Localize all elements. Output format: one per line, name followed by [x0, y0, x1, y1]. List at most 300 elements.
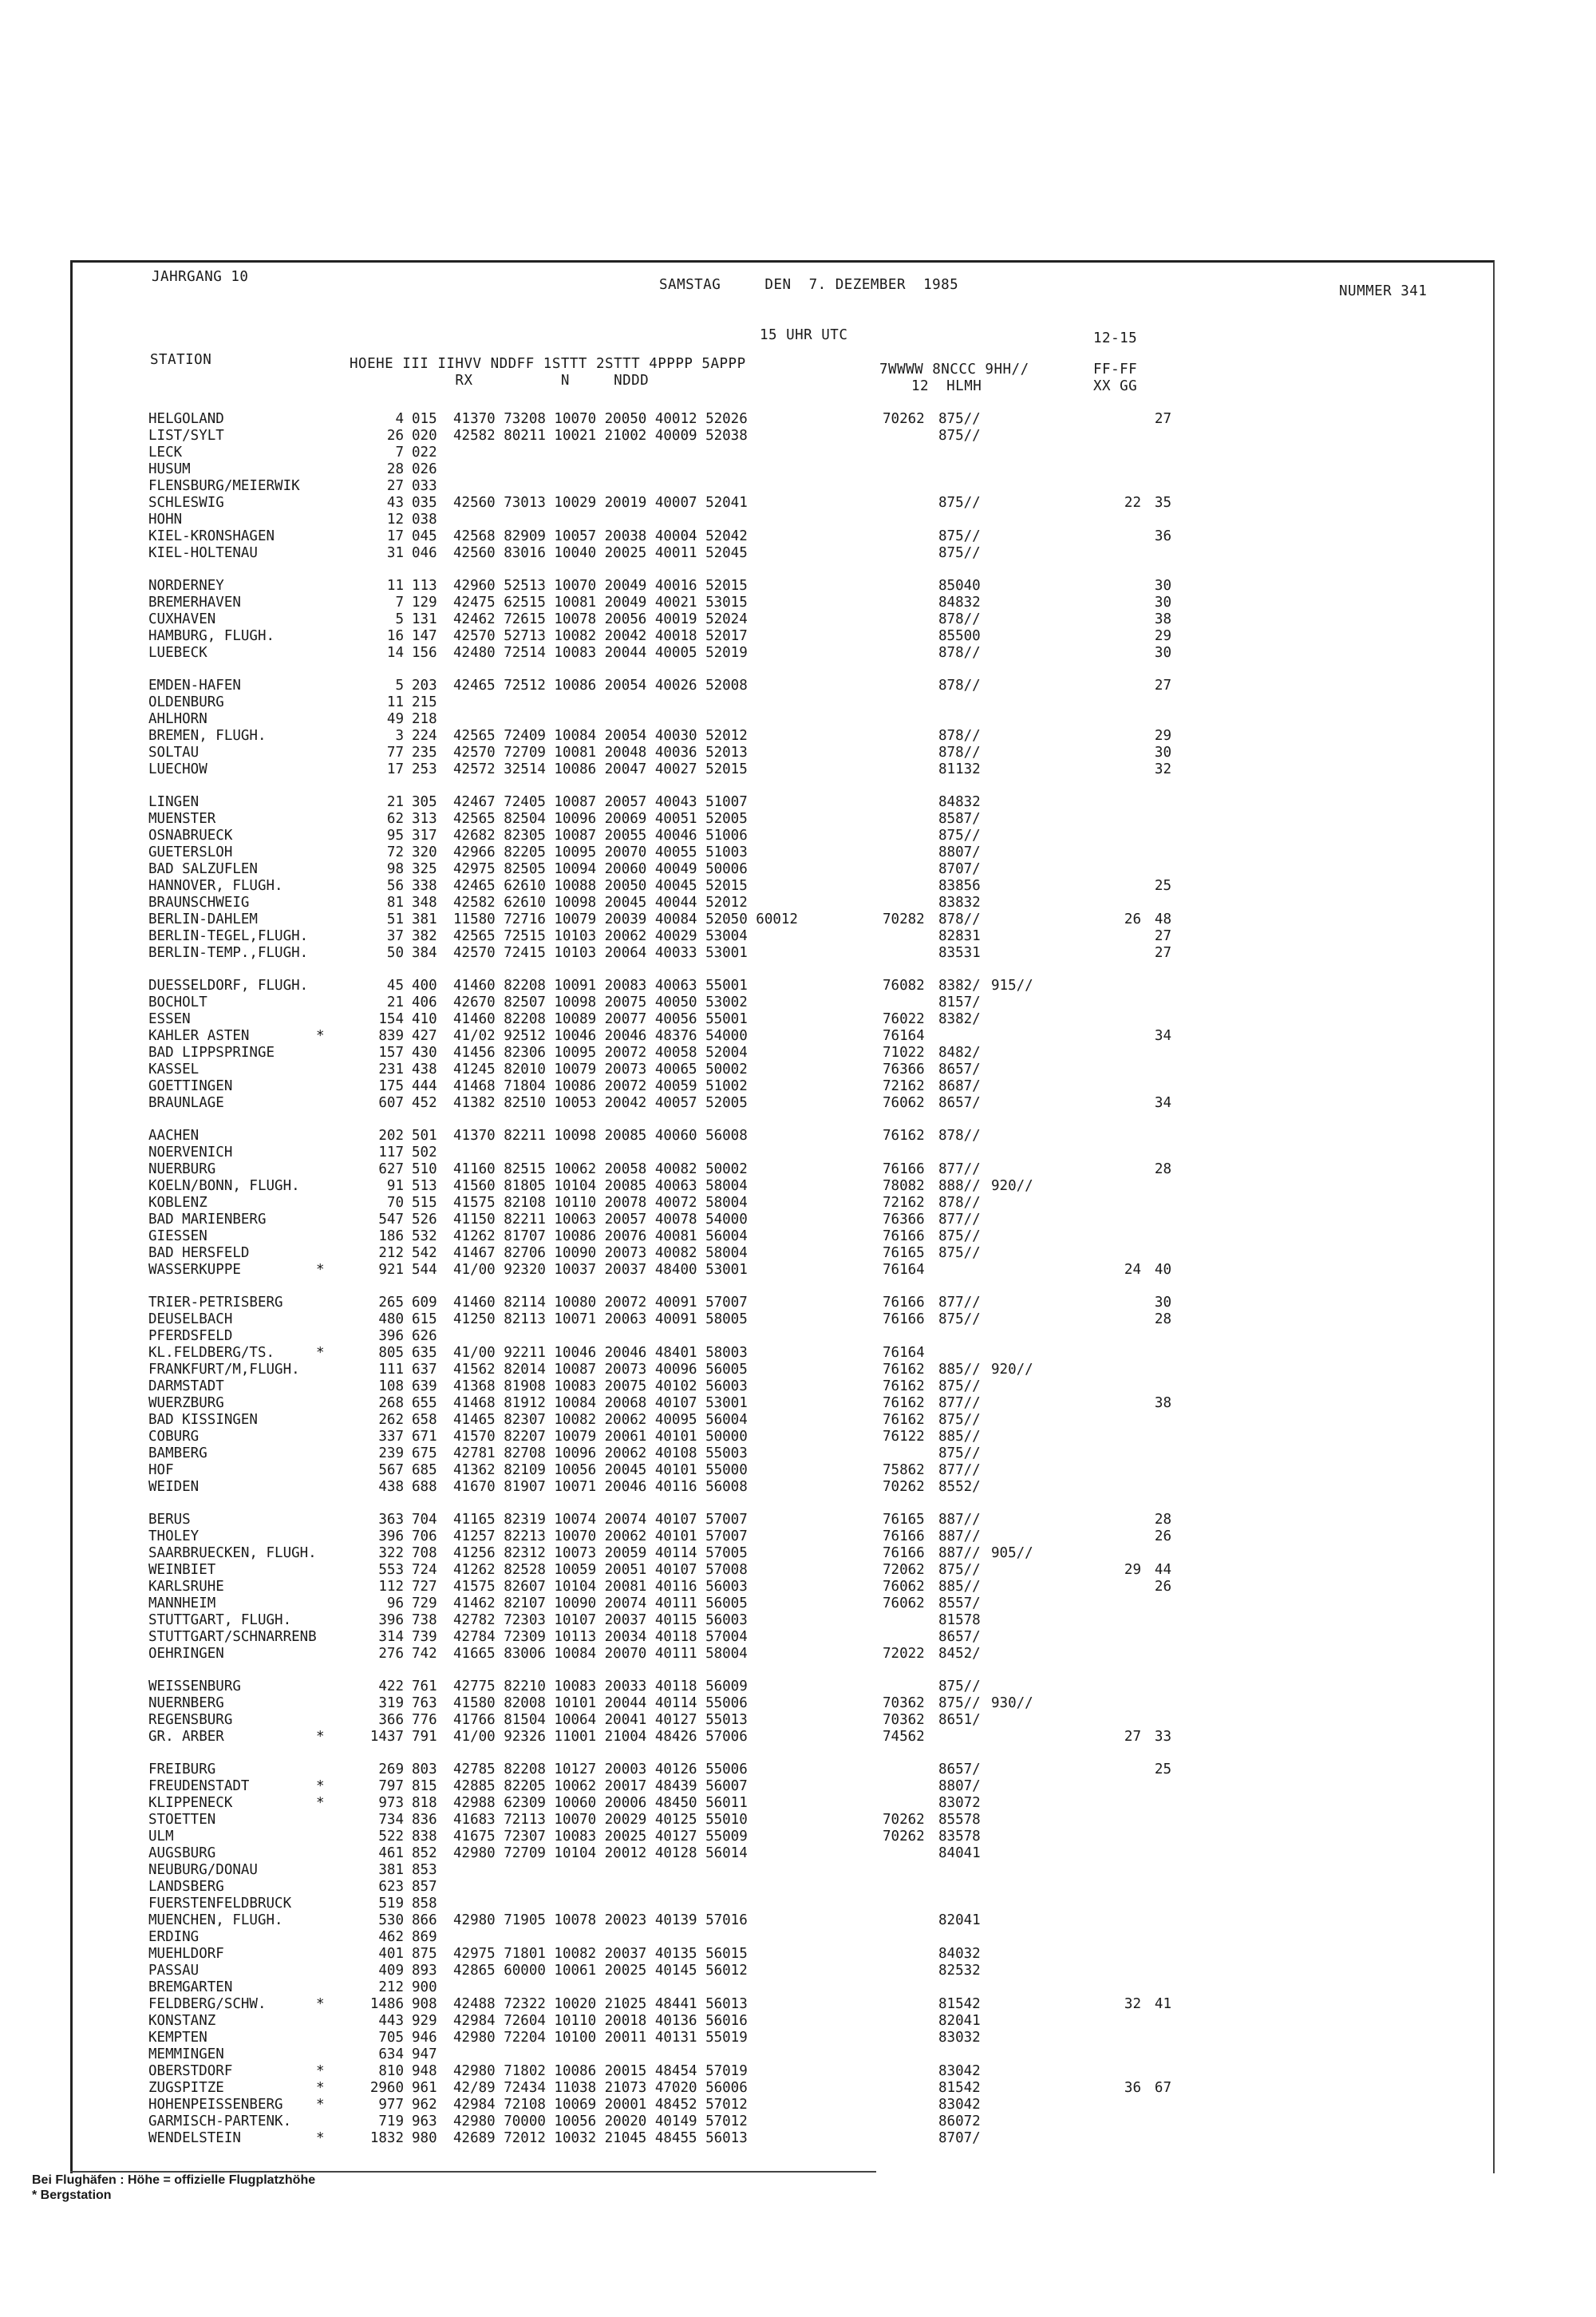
table-row [0, 1862, 1197, 1879]
cloud-group: 8807/ [938, 844, 981, 860]
station-id: 708 [412, 1545, 437, 1561]
table-row [0, 1011, 1197, 1028]
station-id: 203 [412, 678, 437, 694]
station-height: 50 [386, 945, 404, 961]
mountain-marker: * [316, 1778, 325, 1794]
cloud-group: 887// [938, 1512, 981, 1528]
station-id: 947 [412, 2046, 437, 2062]
station-name: BERLIN-DAHLEM [148, 911, 258, 927]
weather-group: 76166 [883, 1228, 925, 1244]
station-id: 962 [412, 2097, 437, 2113]
gust-max: 26 [1154, 1579, 1171, 1595]
table-row [0, 1845, 1197, 1862]
table-row [0, 1512, 1197, 1528]
weather-group: 76166 [883, 1161, 925, 1177]
synop-groups: 42988 62309 10060 20006 48450 56011 [453, 1795, 748, 1811]
station-name: LECK [148, 445, 183, 461]
station-height: 21 [386, 994, 404, 1010]
table-row [0, 1729, 1197, 1746]
station-name: WEIDEN [148, 1479, 200, 1495]
station-id: 724 [412, 1562, 437, 1578]
station-height: 72 [386, 844, 404, 860]
station-name: GIESSEN [148, 1228, 207, 1244]
synop-groups: 42960 52513 10070 20049 40016 52015 [453, 578, 748, 594]
station-name: KASSEL [148, 1062, 200, 1077]
station-height: 28 [386, 461, 404, 477]
station-height: 212 [378, 1979, 404, 1995]
station-name: BAD MARIENBERG [148, 1212, 267, 1228]
station-id: 637 [412, 1362, 437, 1378]
station-height: 443 [378, 2013, 404, 2029]
gust-max: 27 [1154, 411, 1171, 427]
station-id: 836 [412, 1812, 437, 1828]
table-row [0, 1128, 1197, 1145]
station-height: 4 [395, 411, 404, 427]
table-row [0, 1812, 1197, 1829]
table-row [0, 1929, 1197, 1946]
station-name: KARLSRUHE [148, 1579, 224, 1595]
synop-groups: 41368 81908 10083 20075 40102 56003 [453, 1378, 748, 1394]
station-height: 462 [378, 1929, 404, 1945]
synop-groups: 41256 82312 10073 20059 40114 57005 [453, 1545, 748, 1561]
station-name: FRANKFURT/M,FLUGH. [148, 1362, 300, 1378]
station-name: TRIER-PETRISBERG [148, 1295, 283, 1311]
code-columns-header-2: RX N NDDD [350, 373, 650, 389]
station-id: 020 [412, 428, 437, 444]
table-row [0, 578, 1197, 595]
table-row [0, 528, 1197, 545]
mountain-marker: * [316, 1345, 325, 1361]
mountain-marker: * [316, 2097, 325, 2113]
station-name: AACHEN [148, 1128, 200, 1144]
station-id: 215 [412, 694, 437, 710]
station-name: THOLEY [148, 1528, 200, 1544]
cloud-height-group: 920// [991, 1362, 1033, 1378]
cloud-group: 8657/ [938, 1062, 981, 1077]
synop-groups: 41462 82107 10090 20074 40111 56005 [453, 1595, 748, 1611]
weather-group: 72162 [883, 1195, 925, 1211]
station-height: 522 [378, 1829, 404, 1845]
table-row [0, 1896, 1197, 1912]
station-id: 946 [412, 2030, 437, 2046]
station-height: 14 [386, 645, 404, 661]
cloud-group: 875// [938, 411, 981, 427]
station-height: 11 [386, 694, 404, 710]
cloud-group: 8657/ [938, 1095, 981, 1111]
station-id: 803 [412, 1761, 437, 1777]
station-id: 338 [412, 878, 437, 894]
station-id: 729 [412, 1595, 437, 1611]
synop-groups: 42781 82708 10096 20062 40108 55003 [453, 1445, 748, 1461]
gust-max: 38 [1154, 1395, 1171, 1411]
table-row [0, 745, 1197, 761]
table-row [0, 1328, 1197, 1345]
weather-group: 76082 [883, 978, 925, 994]
weather-group: 76164 [883, 1028, 925, 1044]
cloud-group: 82831 [938, 928, 981, 944]
wind-max: 29 [1124, 1562, 1141, 1578]
station-name: COBURG [148, 1429, 200, 1445]
synop-groups: 42865 60000 10061 20025 40145 56012 [453, 1963, 748, 1979]
station-name: OLDENBURG [148, 694, 224, 710]
station-name: BREMGARTEN [148, 1979, 233, 1995]
table-row [0, 1579, 1197, 1595]
station-name: WEISSENBURG [148, 1678, 241, 1694]
station-name: KIEL-HOLTENAU [148, 545, 258, 561]
synop-groups: 42980 72709 10104 20012 40128 56014 [453, 1845, 748, 1861]
gust-max: 38 [1154, 611, 1171, 627]
synop-groups: 42980 71802 10086 20015 48454 57019 [453, 2063, 748, 2079]
station-name: OBERSTDORF [148, 2063, 233, 2079]
table-row [0, 1996, 1197, 2013]
cloud-group: 84041 [938, 1845, 981, 1861]
synop-groups: 41766 81504 10064 20041 40127 55013 [453, 1712, 748, 1728]
station-height: 810 [378, 2063, 404, 2079]
station-name: KL.FELDBERG/TS. [148, 1345, 275, 1361]
station-id: 858 [412, 1896, 437, 1912]
station-height: 81 [386, 895, 404, 911]
synop-groups: 42462 72615 10078 20056 40019 52024 [453, 611, 748, 627]
cloud-group: 82041 [938, 1912, 981, 1928]
station-id: 738 [412, 1612, 437, 1628]
station-name: WASSERKUPPE [148, 1262, 241, 1278]
table-row [0, 928, 1197, 945]
table-row [0, 545, 1197, 562]
station-height: 16 [386, 628, 404, 644]
station-name: LANDSBERG [148, 1879, 224, 1895]
weather-group: 76062 [883, 1579, 925, 1595]
station-name: BREMERHAVEN [148, 595, 241, 611]
station-id: 675 [412, 1445, 437, 1461]
station-height: 5 [395, 678, 404, 694]
gust-max: 25 [1154, 1761, 1171, 1777]
station-id: 908 [412, 1996, 437, 2012]
station-name: PFERDSFELD [148, 1328, 233, 1344]
synop-groups: 42565 72515 10103 20062 40029 53004 [453, 928, 748, 944]
cloud-group: 8707/ [938, 861, 981, 877]
table-row [0, 1778, 1197, 1795]
weather-group: 76162 [883, 1395, 925, 1411]
mountain-marker: * [316, 2063, 325, 2079]
synop-groups: 41262 82528 10059 20051 40107 57008 [453, 1562, 748, 1578]
station-id: 671 [412, 1429, 437, 1445]
station-height: 314 [378, 1629, 404, 1645]
station-name: HELGOLAND [148, 411, 224, 427]
table-row [0, 495, 1197, 512]
cloud-group: 85040 [938, 578, 981, 594]
synop-groups: 41250 82113 10071 20063 40091 58005 [453, 1311, 748, 1327]
cloud-group: 81578 [938, 1612, 981, 1628]
station-id: 384 [412, 945, 437, 961]
cloud-group: 8657/ [938, 1761, 981, 1777]
weather-group: 76162 [883, 1362, 925, 1378]
nummer-label: NUMMER 341 [1339, 283, 1428, 299]
station-height: 56 [386, 878, 404, 894]
weather-group: 74562 [883, 1729, 925, 1745]
station-name: HOHENPEISSENBERG [148, 2097, 283, 2113]
weather-group: 72162 [883, 1078, 925, 1094]
station-id: 948 [412, 2063, 437, 2079]
weather-group: 71022 [883, 1045, 925, 1061]
mountain-marker: * [316, 1996, 325, 2012]
cloud-group: 83072 [938, 1795, 981, 1811]
synop-groups: 41562 82014 10087 20073 40096 56005 [453, 1362, 748, 1378]
synop-groups: 42565 82504 10096 20069 40051 52005 [453, 811, 748, 827]
station-height: 11 [386, 578, 404, 594]
station-height: 27 [386, 478, 404, 494]
station-height: 7 [395, 595, 404, 611]
station-name: BERLIN-TEGEL,FLUGH. [148, 928, 309, 944]
table-row [0, 1078, 1197, 1095]
station-name: HAMBURG, FLUGH. [148, 628, 275, 644]
weather-group: 76166 [883, 1545, 925, 1561]
cloud-group: 81542 [938, 2080, 981, 2096]
table-row [0, 711, 1197, 728]
station-name: BREMEN, FLUGH. [148, 728, 267, 744]
weather-group: 70262 [883, 1829, 925, 1845]
synop-groups: 41560 81805 10104 20085 40063 58004 [453, 1178, 748, 1194]
cloud-group: 878// [938, 728, 981, 744]
table-row [0, 761, 1197, 778]
synop-groups: 42975 71801 10082 20037 40135 56015 [453, 1946, 748, 1962]
station-name: MUEHLDORF [148, 1946, 224, 1962]
station-height: 31 [386, 545, 404, 561]
table-row [0, 512, 1197, 528]
station-name: ERDING [148, 1929, 200, 1945]
station-name: DEUSELBACH [148, 1311, 233, 1327]
station-height: 157 [378, 1045, 404, 1061]
station-height: 239 [378, 1445, 404, 1461]
station-name: WEINBIET [148, 1562, 216, 1578]
synop-groups: 41460 82208 10089 20077 40056 55001 [453, 1011, 748, 1027]
cloud-group: 83032 [938, 2030, 981, 2046]
synop-groups: 41262 81707 10086 20076 40081 56004 [453, 1228, 748, 1244]
gust-columns-header-2: XX GG [1093, 378, 1138, 394]
table-row [0, 2046, 1197, 2063]
station-height: 91 [386, 1178, 404, 1194]
gust-max: 34 [1154, 1028, 1171, 1044]
table-row [0, 628, 1197, 645]
synop-groups: 41/02 92512 10046 20046 48376 54000 [453, 1028, 748, 1044]
synop-groups: 42565 72409 10084 20054 40030 52012 [453, 728, 748, 744]
station-name: BAD HERSFELD [148, 1245, 250, 1261]
table-row [0, 878, 1197, 895]
station-id: 038 [412, 512, 437, 528]
station-height: 461 [378, 1845, 404, 1861]
synop-groups: 42670 82507 10098 20075 40050 53002 [453, 994, 748, 1010]
station-height: 269 [378, 1761, 404, 1777]
cloud-group: 885// [938, 1579, 981, 1595]
station-name: PASSAU [148, 1963, 200, 1979]
station-id: 022 [412, 445, 437, 461]
station-name: NUERNBERG [148, 1695, 224, 1711]
station-height: 519 [378, 1896, 404, 1912]
station-id: 526 [412, 1212, 437, 1228]
station-name: BAMBERG [148, 1445, 207, 1461]
cloud-group: 83042 [938, 2063, 981, 2079]
station-height: 322 [378, 1545, 404, 1561]
station-name: SOLTAU [148, 745, 200, 761]
synop-groups: 42560 73013 10029 20019 40007 52041 [453, 495, 748, 511]
synop-groups: 41370 73208 10070 20050 40012 52026 [453, 411, 748, 427]
observation-time: 15 UHR UTC [760, 327, 848, 343]
table-row [0, 1612, 1197, 1629]
table-row [0, 1195, 1197, 1212]
table-row [0, 1412, 1197, 1429]
synop-groups: 42682 82305 10087 20055 40046 51006 [453, 828, 748, 844]
station-name: FLENSBURG/MEIERWIK [148, 478, 300, 494]
station-height: 111 [378, 1362, 404, 1378]
synop-groups: 41468 71804 10086 20072 40059 51002 [453, 1078, 748, 1094]
station-id: 015 [412, 411, 437, 427]
gust-max: 33 [1154, 1729, 1171, 1745]
weather-group: 76062 [883, 1095, 925, 1111]
gust-max: 26 [1154, 1528, 1171, 1544]
cloud-height-group: 930// [991, 1695, 1033, 1711]
station-name: KOELN/BONN, FLUGH. [148, 1178, 300, 1194]
station-id: 510 [412, 1161, 437, 1177]
synop-groups: 41575 82108 10110 20078 40072 58004 [453, 1195, 748, 1211]
table-row [0, 2030, 1197, 2046]
table-row [0, 1678, 1197, 1695]
cloud-group: 8382/ [938, 978, 981, 994]
station-name: SCHLESWIG [148, 495, 224, 511]
table-row [0, 1479, 1197, 1496]
synop-groups: 41150 82211 10063 20057 40078 54000 [453, 1212, 748, 1228]
mountain-marker: * [316, 1729, 325, 1745]
cloud-group: 84832 [938, 794, 981, 810]
table-row [0, 645, 1197, 662]
station-id: 348 [412, 895, 437, 911]
station-height: 396 [378, 1612, 404, 1628]
mountain-marker: * [316, 1262, 325, 1278]
station-name: ZUGSPITZE [148, 2080, 224, 2096]
station-id: 626 [412, 1328, 437, 1344]
synop-groups: 41257 82213 10070 20062 40101 57007 [453, 1528, 748, 1544]
synop-groups: 41570 82207 10079 20061 40101 50000 [453, 1429, 748, 1445]
table-row [0, 1178, 1197, 1195]
synop-groups: 41456 82306 10095 20072 40058 52004 [453, 1045, 748, 1061]
synop-groups: 41670 81907 10071 20046 40116 56008 [453, 1479, 748, 1495]
station-id: 410 [412, 1011, 437, 1027]
cloud-group: 878// [938, 678, 981, 694]
wind-max: 26 [1124, 911, 1141, 927]
station-id: 742 [412, 1646, 437, 1662]
station-id: 156 [412, 645, 437, 661]
station-name: SAARBRUECKEN, FLUGH. [148, 1545, 317, 1561]
station-id: 224 [412, 728, 437, 744]
synop-groups: 42560 83016 10040 20025 40011 52045 [453, 545, 748, 561]
station-id: 502 [412, 1145, 437, 1160]
gust-max: 27 [1154, 928, 1171, 944]
cloud-group: 84832 [938, 595, 981, 611]
table-row [0, 1145, 1197, 1161]
cloud-group: 878// [938, 1195, 981, 1211]
cloud-group: 875// [938, 1445, 981, 1461]
station-height: 77 [386, 745, 404, 761]
station-name: KAHLER ASTEN [148, 1028, 250, 1044]
table-row [0, 978, 1197, 994]
station-height: 262 [378, 1412, 404, 1428]
station-height: 1486 [369, 1996, 404, 2012]
synop-groups: 42980 71905 10078 20023 40139 57016 [453, 1912, 748, 1928]
gust-max: 30 [1154, 745, 1171, 761]
gust-max: 34 [1154, 1095, 1171, 1111]
station-name: NUERBURG [148, 1161, 216, 1177]
cloud-group: 83832 [938, 895, 981, 911]
cloud-group: 878// [938, 911, 981, 927]
station-name: EMDEN-HAFEN [148, 678, 241, 694]
station-height: 5 [395, 611, 404, 627]
synop-groups: 42570 72709 10081 20048 40036 52013 [453, 745, 748, 761]
cloud-height-group: 920// [991, 1178, 1033, 1194]
table-row [0, 1429, 1197, 1445]
station-id: 542 [412, 1245, 437, 1261]
cloud-group: 877// [938, 1161, 981, 1177]
station-id: 869 [412, 1929, 437, 1945]
cloud-group: 81132 [938, 761, 981, 777]
station-height: 117 [378, 1145, 404, 1160]
station-name: MANNHEIM [148, 1595, 216, 1611]
station-id: 381 [412, 911, 437, 927]
station-height: 319 [378, 1695, 404, 1711]
station-id: 929 [412, 2013, 437, 2029]
station-height: 623 [378, 1879, 404, 1895]
station-height: 112 [378, 1579, 404, 1595]
station-name: CUXHAVEN [148, 611, 216, 627]
station-height: 95 [386, 828, 404, 844]
synop-groups: 42980 72204 10100 20011 40131 55019 [453, 2030, 748, 2046]
synop-groups: 42984 72604 10110 20018 40136 56016 [453, 2013, 748, 2029]
station-name: LUECHOW [148, 761, 207, 777]
station-height: 43 [386, 495, 404, 511]
cloud-group: 875// [938, 1311, 981, 1327]
station-id: 452 [412, 1095, 437, 1111]
station-name: KONSTANZ [148, 2013, 216, 2029]
table-row [0, 1712, 1197, 1729]
station-id: 305 [412, 794, 437, 810]
code-columns-header-1: HOEHE III IIHVV NDDFF 1STTT 2STTT 4PPPP 5APPP [350, 356, 746, 372]
weather-group: 78082 [883, 1178, 925, 1194]
station-name: GUETERSLOH [148, 844, 233, 860]
station-id: 815 [412, 1778, 437, 1794]
gust-max: 30 [1154, 595, 1171, 611]
synop-groups: 41245 82010 10079 20073 40065 50002 [453, 1062, 748, 1077]
cloud-group: 83042 [938, 2097, 981, 2113]
station-id: 727 [412, 1579, 437, 1595]
station-name: WENDELSTEIN [148, 2130, 241, 2146]
station-height: 530 [378, 1912, 404, 1928]
weather-group: 70262 [883, 411, 925, 427]
station-id: 131 [412, 611, 437, 627]
table-row [0, 844, 1197, 861]
station-name: HOHN [148, 512, 183, 528]
weather-group: 76366 [883, 1062, 925, 1077]
weather-group: 70362 [883, 1695, 925, 1711]
station-name: KOBLENZ [148, 1195, 207, 1211]
station-id: 147 [412, 628, 437, 644]
table-row [0, 478, 1197, 495]
station-height: 977 [378, 2097, 404, 2113]
station-id: 035 [412, 495, 437, 511]
station-height: 202 [378, 1128, 404, 1144]
gust-max: 29 [1154, 728, 1171, 744]
station-name: OSNABRUECK [148, 828, 233, 844]
weather-group: 70282 [883, 911, 925, 927]
station-height: 17 [386, 761, 404, 777]
station-height: 1832 [369, 2130, 404, 2146]
cloud-group: 8657/ [938, 1629, 981, 1645]
